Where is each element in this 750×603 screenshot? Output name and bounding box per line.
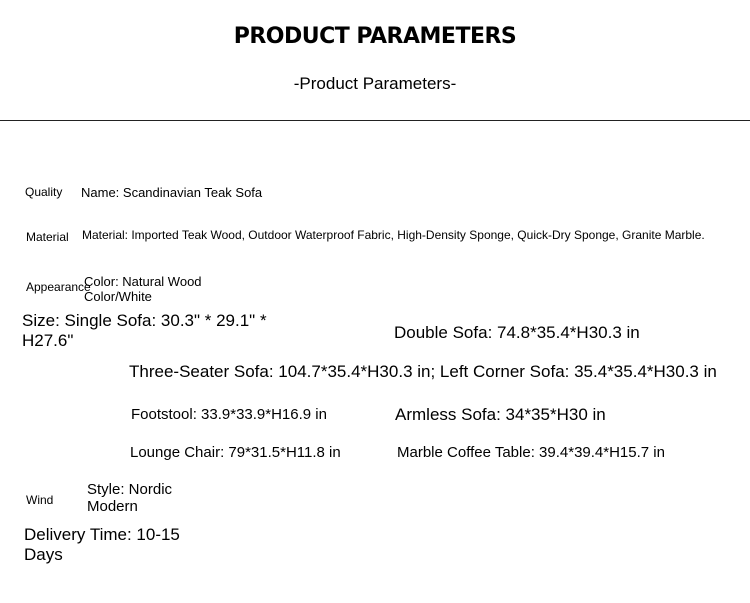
size-armless-sofa: Armless Sofa: 34*35*H30 in — [395, 405, 606, 424]
size-three-seater-corner: Three-Seater Sofa: 104.7*35.4*H30.3 in; Left Corner Sofa: 35.4*35.4*H30.3 in — [129, 362, 717, 381]
size-double-sofa: Double Sofa: 74.8*35.4*H30.3 in — [394, 323, 640, 342]
appearance-label: Appearance — [26, 280, 91, 294]
size-footstool: Footstool: 33.9*33.9*H16.9 in — [131, 406, 327, 423]
wind-label: Wind — [26, 493, 54, 507]
page-title: PRODUCT PARAMETERS — [233, 24, 517, 49]
quality-label: Quality — [25, 185, 63, 199]
material-value: Material: Imported Teak Wood, Outdoor Waterproof Fabric, High-Density Sponge, Quick-Dry Sponge, Granite Marble. — [82, 228, 705, 242]
size-lounge-chair: Lounge Chair: 79*31.5*H11.8 in — [130, 444, 341, 461]
size-single-sofa: Size: Single Sofa: 30.3" * 29.1" * H27.6" — [22, 311, 267, 350]
product-name: Name: Scandinavian Teak Sofa — [81, 185, 263, 200]
size-coffee-table: Marble Coffee Table: 39.4*39.4*H15.7 in — [397, 444, 665, 461]
header-divider — [0, 120, 750, 121]
style-value: Style: Nordic Modern — [87, 481, 173, 516]
page-subtitle: -Product Parameters- — [293, 74, 457, 93]
delivery-time: Delivery Time: 10-15 Days — [24, 525, 180, 564]
color-value: Color: Natural Wood Color/White — [84, 274, 202, 304]
material-label: Material — [26, 230, 69, 244]
